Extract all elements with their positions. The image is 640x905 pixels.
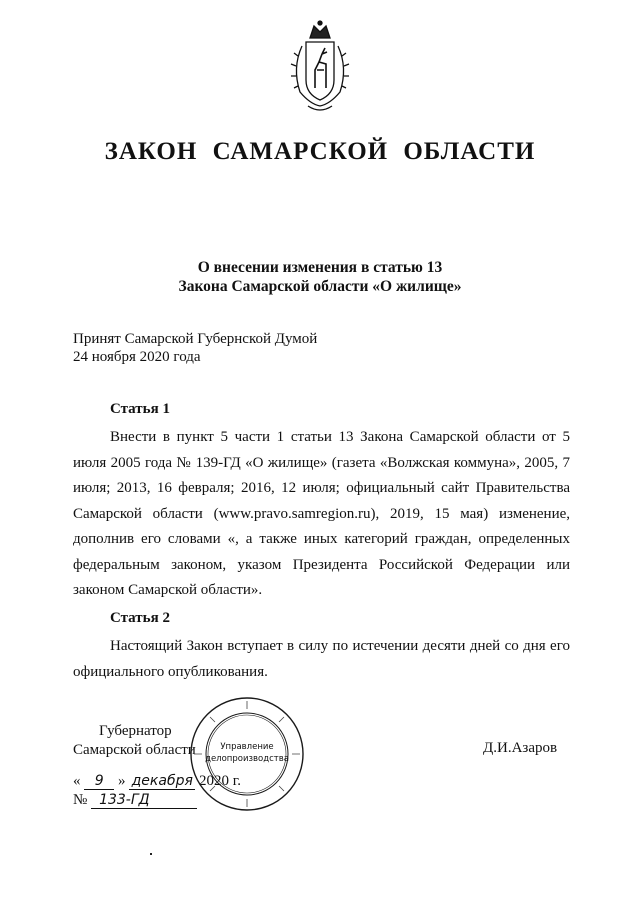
law-title: ЗАКОН САМАРСКОЙ ОБЛАСТИ: [104, 138, 536, 165]
signatory-title-line-1: Губернатор: [99, 723, 172, 739]
subject-line-2: Закона Самарской области «О жилище»: [178, 278, 462, 295]
article-2-heading: Статья 2: [110, 610, 170, 626]
date-month: декабря: [129, 774, 195, 790]
date-quote-open: «: [73, 773, 81, 789]
subject-line-1: О внесении изменения в статью 13: [197, 259, 443, 276]
date-year: 2020 г.: [199, 773, 241, 789]
official-stamp: [188, 695, 306, 813]
signatory-title-line-2: Самарской области: [73, 742, 196, 758]
date-quote-close: »: [118, 773, 126, 789]
stamp-text-line-1: Управление: [220, 742, 274, 752]
coat-of-arms-icon: [284, 18, 356, 118]
number-label: №: [73, 792, 88, 808]
date-day: 9: [84, 774, 114, 790]
adoption-body: Принят Самарской Губернской Думой: [73, 331, 318, 347]
number-value: 133-ГД: [91, 793, 197, 809]
adoption-date: 24 ноября 2020 года: [73, 349, 201, 365]
stamp-text-line-2: делопроизводства: [205, 754, 289, 764]
article-1-heading: Статья 1: [110, 401, 170, 417]
law-number: [73, 792, 197, 809]
article-2-text: Настоящий Закон вступает в силу по истечении десяти дней со дня его официального опубликования.: [73, 638, 570, 680]
signatory-title: [73, 722, 196, 760]
article-1-text: Внести в пункт 5 части 1 статьи 13 Закона Самарской области от 5 июля 2005 года № 139-ГД «О жилище» (газета «Волжская коммуна», 2005, 7 июля; 2013, 16 февраля; 2016, 12 июля; официальный сайт Правительства Самарской области (www.pravo.samregion.ru), 2019, 15 мая) изменение, дополнив его словами «, а также иных категорий граждан, определенных федеральным законом, указом Президента Российской Федерации или законом Самарской области».: [73, 429, 570, 598]
law-subject: [0, 258, 640, 296]
adoption-info: [73, 330, 317, 366]
signatory-name: Д.И.Азаров: [483, 740, 558, 756]
scan-speck: [150, 853, 152, 855]
